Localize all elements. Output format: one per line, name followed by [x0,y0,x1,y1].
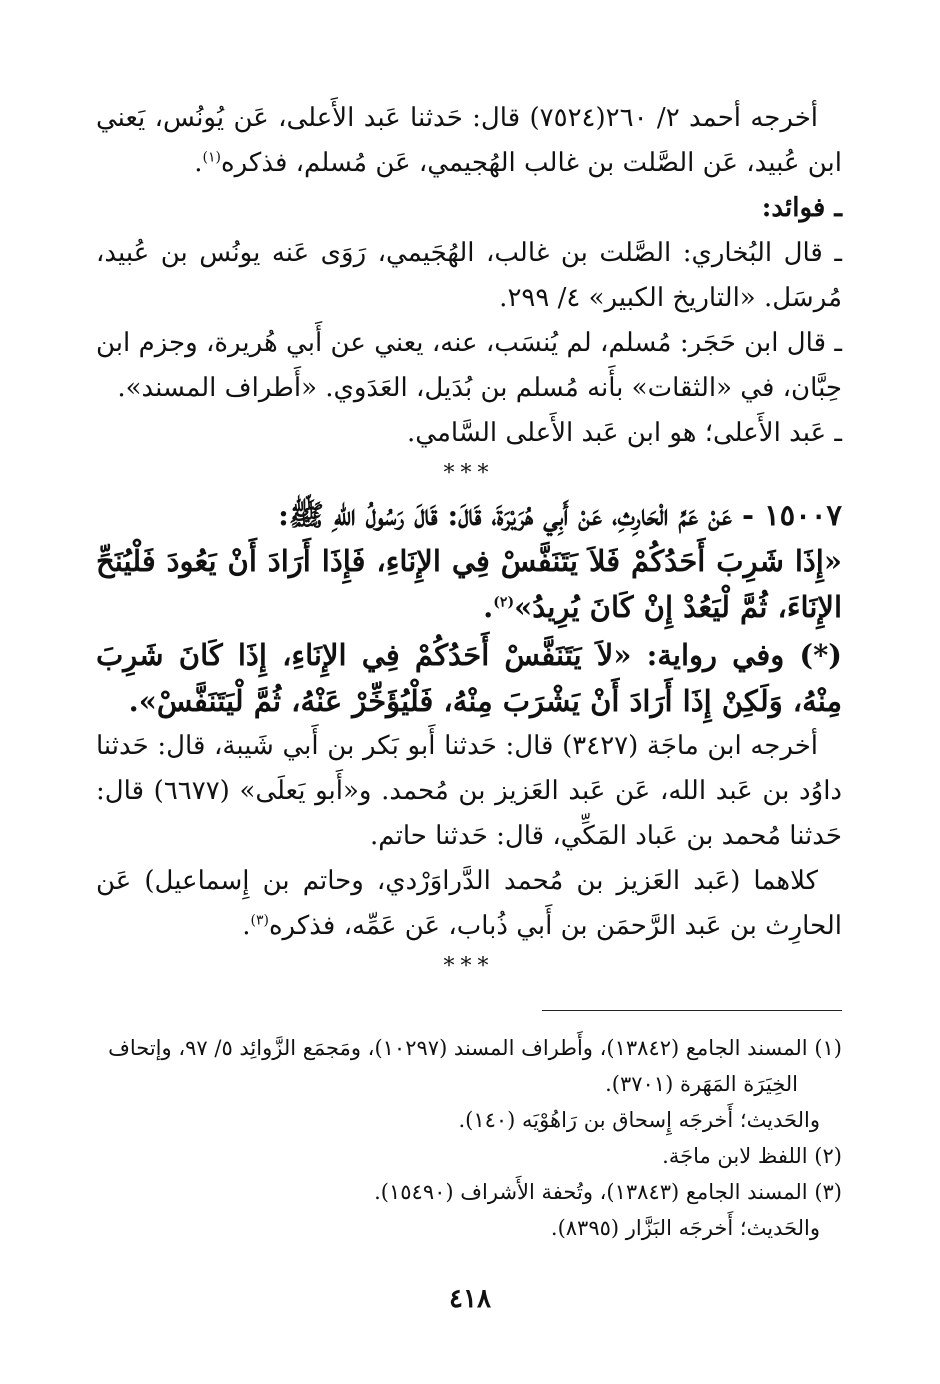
period: . [194,148,203,178]
section-separator: *** [443,954,495,979]
takhrij-summary [96,859,842,949]
hadith-isnad [96,492,842,538]
page-number: ٤١٨ [449,1284,491,1314]
footnote-3-extra: والحَديث؛ أَخرجَه البَزَّار (٨٣٩٥). [550,1216,820,1240]
footnote-ref[interactable]: (٢) [493,594,515,611]
footnote-2: (٢) اللفظ لابن ماجَة. [662,1144,842,1168]
fawaid-heading: ـ فوائد: [761,193,842,223]
fawaid-abd-al-ala: ـ عَبد الأَعلى؛ هو ابن عَبد الأَعلى السَّامي. [407,418,842,448]
period: . [242,911,251,941]
footnote-ref[interactable]: (٣) [250,912,269,929]
takhrij-text: أخرجه أحمد ٢/ ٢٦٠(٧٥٢٤) قال: حَدثنا عَبد الأَعلى، عَن يُونُس، يَعني ابن عُبيد، عَن الصَّلت بن غالب الهُجيمي، عَن مُسلم، فذكره [96,103,842,178]
hadith-matn [96,538,842,630]
hadith-matn-text: «إِذَا شَرِبَ أَحَدُكُمْ فَلاَ يَتَنَفَّسْ فِي الإِنَاءِ، فَإِذَا أَرَادَ أَنْ يَعُودَ فَلْيُنَحِّ الإِنَاءَ، ثُمَّ لْيَعُدْ إِنْ كَانَ يُرِيدُ» [96,544,842,624]
hadith-number: ١٥٠٠٧ - [741,498,842,532]
footnote-1-continuation: الخِيَرَة المَهَرة (٣٧٠١). [605,1072,798,1096]
footnote-1-extra: والحَديث؛ أَخرجَه إِسحاق بن رَاهُوْيَه (١٤٠). [458,1108,820,1132]
footnote-ref[interactable]: (١) [202,149,221,166]
footnote-1: (١) المسند الجامع (١٣٨٤٢)، وأَطراف المسند (١٠٢٩٧)، ومَجمَع الزَّوائِد ٥/ ٩٧، وإتحاف [108,1036,842,1060]
fawaid-ibn-hajar: ـ قال ابن حَجَر: مُسلم، لم يُنسَب، عنه، يعني عن أَبي هُريرة، وجزم ابن حِبَّان، في «الثقات» بأَنه مُسلم بن بُدَيل، العَدَوي. «أَطراف المسند». [96,328,842,403]
takhrij-ibn-majah: أخرجه ابن ماجَة (٣٤٢٧) قال: حَدثنا أَبو بَكر بن أَبي شَيبة، قال: حَدثنا داوُد بن عَبد الله، عَن عَبد العَزيز بن مُحمد. و«أَبو يَعلَى» (٦٦٧٧) قال: حَدثنا مُحمد بن عَباد المَكِّي، قال: حَدثنا حاتم. [96,731,842,851]
takhrij-summary-text: كلاهما (عَبد العَزيز بن مُحمد الدَّراوَرْدي، وحاتم بن إِسماعيل) عَن الحارِث بن عَبد الرَّحمَن بن أَبي ذُباب، عَن عَمِّه، فذكره [96,866,842,941]
period: . [483,590,494,624]
main-text [96,96,842,985]
hadith-isnad-text: عَنْ عَمِّ الْحَارِثِ، عَنْ أَبِي هُرَيْرَةَ، قَالَ: قَالَ رَسُولُ اللهِ ﷺ: [278,498,732,532]
takhrij-paragraph [96,96,842,186]
hadith-riwaya: (*) وفي رواية: «لاَ يَتَنَفَّسْ أَحَدُكُمْ فِي الإِنَاءِ، إِذَا كَانَ شَرِبَ مِنْهُ، وَلَكِنْ إِذَا أَرَادَ أَنْ يَشْرَبَ مِنْهُ، فَلْيُؤَخِّرْ عَنْهُ، ثُمَّ لْيَتَنَفَّسْ». [96,638,842,718]
footnote-divider [542,1010,842,1011]
section-separator: *** [443,461,495,486]
fawaid-bukhari: ـ قال البُخاري: الصَّلت بن غالب، الهُجَيمي، رَوَى عَنه يونُس بن عُبيد، مُرسَل. «التاريخ الكبير» ٤/ ٢٩٩. [96,238,842,313]
footnote-3: (٣) المسند الجامع (١٣٨٤٣)، وتُحفة الأَشراف (١٥٤٩٠). [374,1180,842,1204]
footnotes [96,1030,842,1246]
